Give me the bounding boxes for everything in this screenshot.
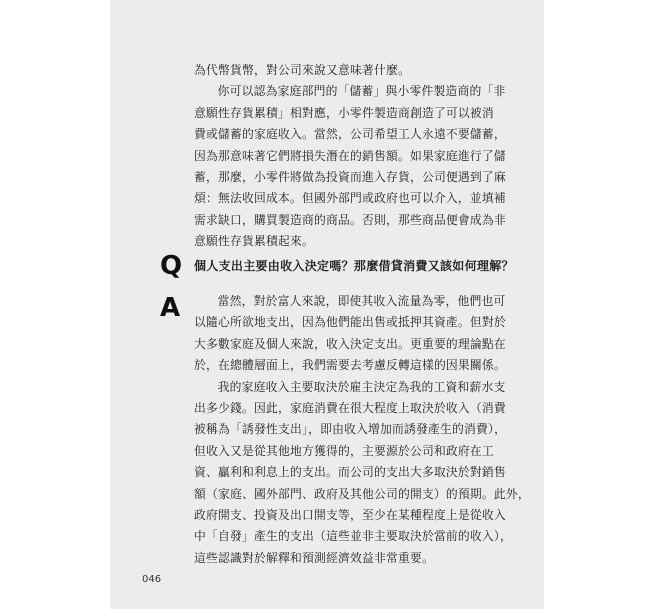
text-line: 於，在總體層面上，我們需要去考慮反轉這樣的因果關係。 <box>194 358 506 373</box>
text-line: 因為那意味著它們將損失潛在的銷售額。如果家庭進行了儲 <box>194 148 506 163</box>
text-line: 當然，對於富人來說，即使其收入流量為零，他們也可 <box>217 294 506 308</box>
text-line: 煩：無法收回成本。但國外部門或政府也可以介入，並填補 <box>194 191 506 206</box>
paragraph <box>194 291 506 377</box>
text-line: 中「自發」產生的支出（這些並非主要取決於當前的收入）， <box>194 529 513 544</box>
page-number: 046 <box>142 574 162 585</box>
text-line: 大多數家庭及個人來說，收入決定支出。更重要的理論點在 <box>194 336 506 351</box>
text-line: 你可以認為家庭部門的「儲蓄」與小零件製造商的「非 <box>217 84 506 99</box>
text-line: 需求缺口，購買製造商的商品。否則，那些商品便會成為非 <box>194 212 506 227</box>
text-line: 政府開支、投資及出口開支等，至少在某種程度上是從收入 <box>194 508 506 523</box>
paragraph <box>194 377 530 570</box>
top-text-block <box>194 60 506 253</box>
book-page <box>110 0 544 609</box>
text-line: 意願性存貨累積」相對應，小零件製造商創造了可以被消 <box>194 105 494 120</box>
answer-text-block <box>194 291 530 569</box>
text-line: 費或儲蓄的家庭收入。當然，公司希望工人永遠不要儲蓄， <box>194 127 506 142</box>
answer-marker: A <box>160 293 181 323</box>
text-line: 以隨心所欲地支出，因為他們能出售或抵押其資產。但對於 <box>194 315 506 330</box>
question-text: 個人支出主要由收入決定嗎？那麼借貸消費又該如何理解？ <box>194 259 514 273</box>
text-line: 但收入又是從其他地方獲得的，主要源於公司和政府在工 <box>194 443 494 458</box>
text-line: 這些認識對於解釋和預測經濟效益非常重要。 <box>194 550 434 565</box>
text-line: 被稱為「誘發性支出」，即由收入增加而誘發產生的消費）， <box>194 422 507 437</box>
paragraph <box>194 81 506 252</box>
text-line: 蓄，那麼，小零件將做為投資而進入存貨，公司便遇到了麻 <box>194 170 506 185</box>
question-marker: Q <box>160 251 183 281</box>
text-line: 額（家庭、國外部門、政府及其他公司的開支）的預期。此外， <box>194 486 530 501</box>
text-line: 我的家庭收入主要取決於雇主決定為我的工資和薪水支 <box>217 379 506 394</box>
text-line: 出多少錢。因此，家庭消費在很大程度上取決於收入（消費 <box>194 401 506 416</box>
text-line: 為代幣貨幣，對公司來說又意味著什麼。 <box>194 63 410 77</box>
paragraph <box>194 60 494 81</box>
text-line: 意願性存貨累積起來。 <box>194 234 314 249</box>
text-line: 資、贏利和利息上的支出。而公司的支出大多取決於對銷售 <box>194 465 506 480</box>
